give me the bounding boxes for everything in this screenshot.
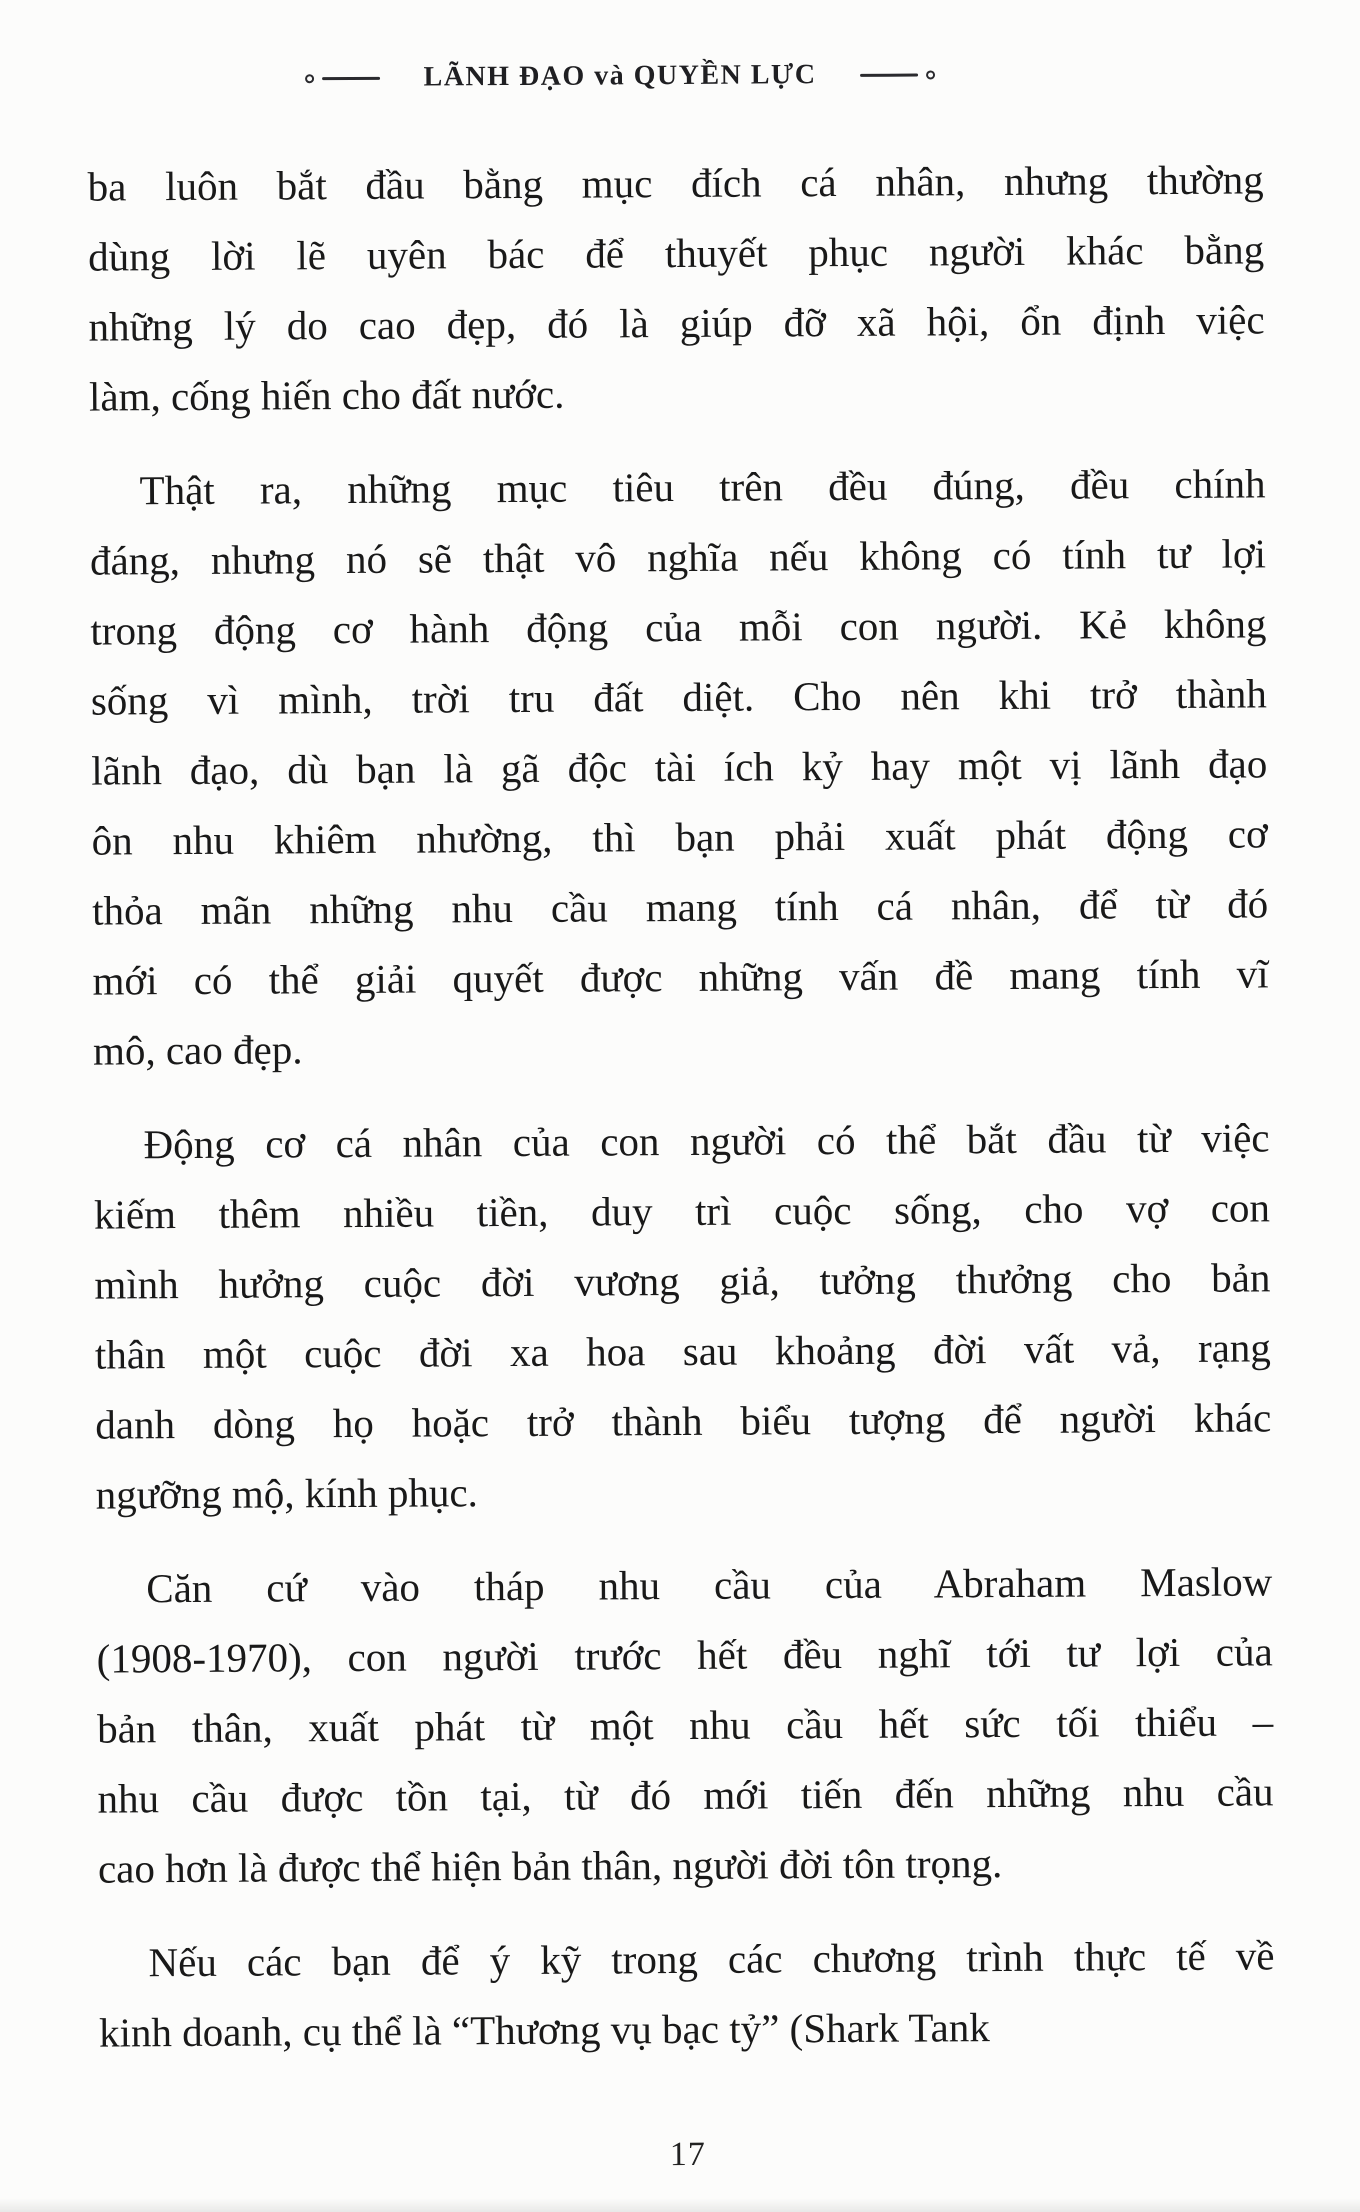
text-line: mới có thể giải quyết được những vấn đề mang tính vĩ [92,950,1269,1004]
text-line: ôn nhu khiêm nhường, thì bạn phải xuất phát động cơ [91,810,1268,864]
text-line: kinh doanh, cụ thể là “Thương vụ bạc tỷ” (Shark Tank [98,2004,990,2056]
text-line: mình hưởng cuộc đời vương giả, tưởng thưởng cho bản [94,1254,1271,1308]
page-body [88,144,1276,2067]
ornament-circle-icon [926,70,935,79]
page-footer [8,2132,1360,2178]
text-line: Căn cứ vào tháp nhu cầu của Abraham Maslow [146,1558,1273,1612]
paragraph [88,144,1266,431]
running-header [0,0,1300,97]
paragraph [96,1546,1274,1903]
text-line: ngưỡng mộ, kính phục. [95,1469,478,1518]
paragraph [93,1102,1272,1529]
text-line: làm, cống hiến cho đất nước. [88,370,565,420]
text-line: đáng, nhưng nó sẽ thật vô nghĩa nếu không có tính tư lợi [89,530,1267,584]
text-line: Thật ra, những mục tiêu trên đều đúng, đều chính [139,460,1266,514]
page-number: 17 [669,2135,706,2174]
text-line: những lý do cao đẹp, đó là giúp đỡ xã hội, ổn định việc [88,296,1265,350]
text-line: danh dòng họ hoặc trở thành biểu tượng để người khác [95,1394,1272,1448]
text-line: kiếm thêm nhiều tiền, duy trì cuộc sống, cho vợ con [93,1184,1271,1238]
header-ornament-left [305,73,380,82]
text-line: dùng lời lẽ uyên bác để thuyết phục người khác bằng [88,226,1265,280]
running-header-title: LÃNH ĐẠO và QUYỀN LỰC [423,59,817,93]
text-line: (1908-1970), con người trước hết đều nghĩ tới tư lợi của [96,1628,1273,1682]
ornament-rule-icon [322,76,380,79]
text-line: mô, cao đẹp. [92,1026,303,1074]
text-line: trong động cơ hành động của mỗi con người. Kẻ không [90,600,1267,654]
header-ornament-right [860,70,935,79]
text-line: Nếu các bạn để ý kỹ trong các chương trình thực tế về [148,1932,1275,1986]
text-line: nhu cầu được tồn tại, từ đó mới tiến đến những nhu cầu [97,1768,1274,1822]
text-line: lãnh đạo, dù bạn là gã độc tài ích kỷ hay một vị lãnh đạo [91,740,1268,794]
ornament-rule-icon [860,73,918,76]
text-line: sống vì mình, trời tru đất diệt. Cho nên khi trở thành [90,670,1267,724]
paragraph [98,1920,1275,2067]
text-line: cao hơn là được thể hiện bản thân, người đời tôn trọng. [97,1840,1003,1892]
paragraph [89,448,1269,1085]
text-line: bản thân, xuất phát từ một nhu cầu hết sức tối thiểu – [97,1698,1274,1752]
text-line: thỏa mãn những nhu cầu mang tính cá nhân, để từ đó [92,880,1269,934]
text-line: thân một cuộc đời xa hoa sau khoảng đời vất vả, rạng [94,1324,1271,1378]
ornament-circle-icon [305,74,314,83]
text-line: Động cơ cá nhân của con người có thể bắt đầu từ việc [143,1114,1270,1168]
text-line: ba luôn bắt đầu bằng mục đích cá nhân, nhưng thường [87,156,1264,210]
